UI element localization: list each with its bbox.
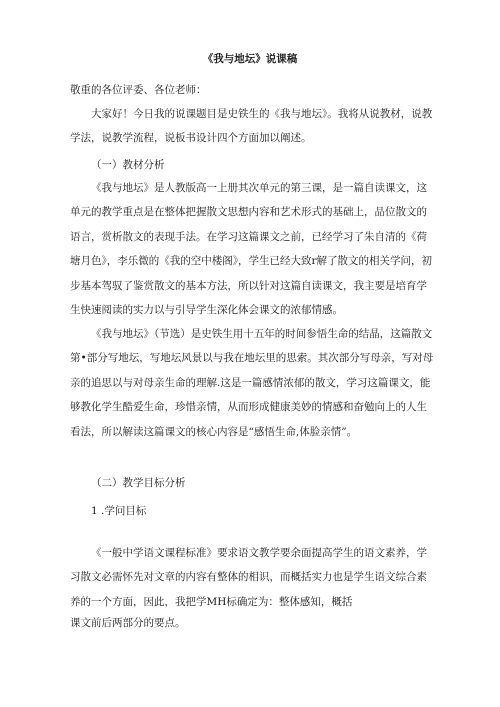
section1-paragraph-1 xyxy=(70,176,435,322)
section1-heading: （一）教材分析 xyxy=(91,159,165,171)
salutation: 敬重的各位评委、各位老师： xyxy=(70,84,207,96)
intro-paragraph xyxy=(70,102,435,151)
section2-paragraph-1-text: 《一般中学语文课程标准》要求语文教学要余面提高学生的语文素养，学习散文必需怀先对文章的内容有整体的相识，而概括实力也是学生语文综合素养的一个方面，因此，我把学MH标确定为：整体感知，概括 xyxy=(70,547,427,608)
section1-paragraph-2-text: 《我与地坛》（节选）是史铁生用十五年的时间参悟生命的结晶，这篇散文第•部分写地坛，写地坛风景以与我在地坛里的思索。其次部分写母亲，写对母亲的追思以与对母亲生命的理解.这是一篇感情浓郁的散文，学习这篇课文，能够教化学生酷爱生命，珍惜亲情，从而形成健康美妙的情感和奋勉向上的人生看法，所以解读这篇课文的核心内容是“感悟生命,体脸亲情”。 xyxy=(70,328,434,438)
section2-heading: （二）教学目标分析 xyxy=(91,477,186,489)
section2-paragraph-1 xyxy=(70,541,435,614)
section1-paragraph-1-text: 《我与地坛》是人教版高一上册其次单元的第三课，是一篇自读课文，这单元的教学重点是在整体把握散文思想内容和艺术形式的基础上，品位散文的语言，赏析散文的表现手法。在学习这篇课文之前，已经学习了朱自清的《荷塘月色》，李乐微的《我的空中楼阁》，学生已经大致r解了散文的相关学问，初步基本驾驭了鉴赏散文的基本方法，所以针对这篇自读课文，我主要是培育学生快速阅读的实力以与引导学生深化体会课文的浓郁情感。 xyxy=(70,182,433,317)
intro-text: 大家好！今日我的说课题目是史铁生的《我与地坛》。我将从说教材，说教学法，说教学流程，说板书设计四个方面加以阐述。 xyxy=(70,108,433,145)
subsection1-heading: 1 .学问目标 xyxy=(91,505,147,517)
section2-paragraph-1-tail: 课文前后两部分的要点。 xyxy=(70,617,186,629)
document-title: 《我与地坛》说课稿 xyxy=(202,53,298,65)
section1-paragraph-2 xyxy=(70,322,435,444)
